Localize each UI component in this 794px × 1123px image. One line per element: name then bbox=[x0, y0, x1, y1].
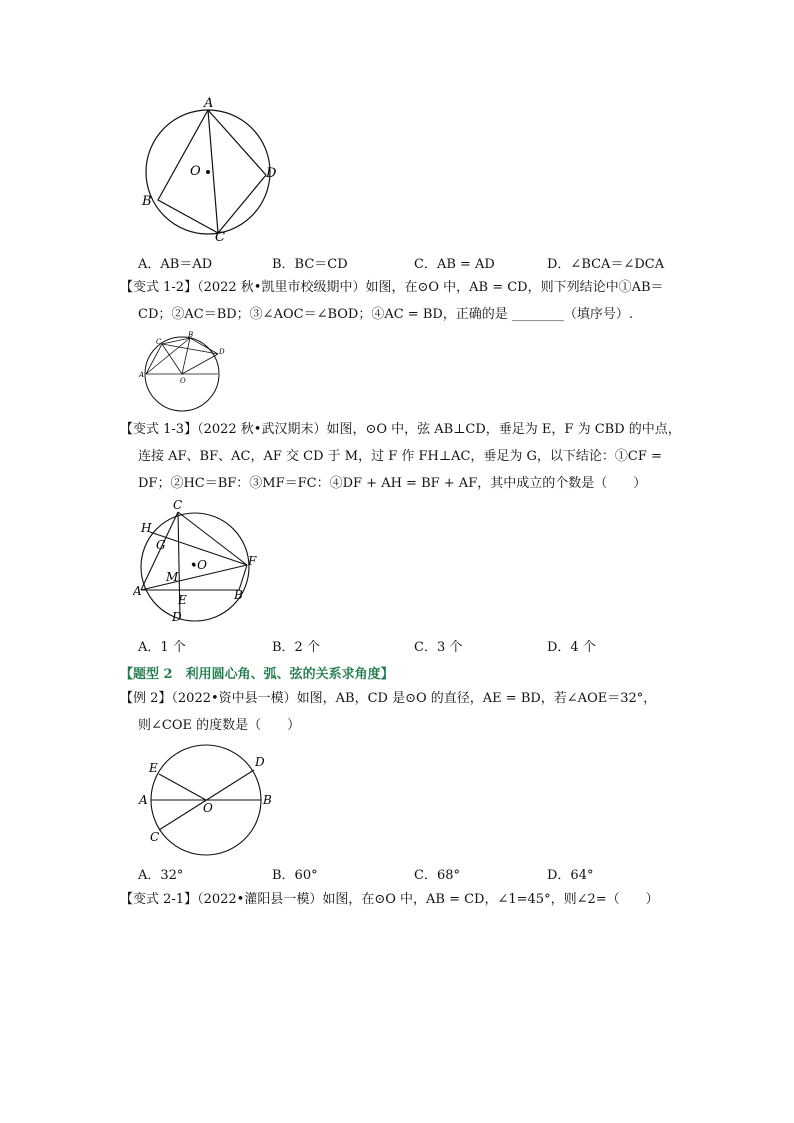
figure-circle-diameters bbox=[133, 744, 283, 856]
ex2-line1: 【例 2】（2022•资中县一模）如图，AB，CD 是⊙O 的直径，AE = BD，若∠AOE＝32°， bbox=[120, 691, 657, 706]
q1-option-a: A．AB＝AD bbox=[138, 257, 213, 272]
fig3-label-m: M bbox=[166, 570, 179, 584]
q1-option-b: B．BC＝CD bbox=[272, 257, 348, 272]
fig1-label-a: A bbox=[204, 96, 214, 111]
figure-small-circle bbox=[138, 330, 228, 415]
fig3-label-c: C bbox=[173, 498, 183, 512]
fig2-label-c: C bbox=[156, 338, 162, 346]
q3-option-b: B．2 个 bbox=[272, 640, 320, 655]
section-heading-topic-2: 【题型 2 利用圆心角、弧、弦的关系求角度】 bbox=[120, 667, 394, 682]
figure-circle-abcd bbox=[130, 95, 290, 245]
fig2-label-a: A bbox=[139, 371, 145, 379]
ex2-line2: 则∠COE 的度数是（ ） bbox=[138, 718, 301, 733]
fig1-label-c: C bbox=[215, 230, 225, 245]
fig4-label-d: D bbox=[255, 755, 265, 769]
figure-circle-af bbox=[133, 497, 268, 625]
fig1-label-o: O bbox=[190, 164, 201, 179]
fig2-label-o: O bbox=[180, 377, 186, 385]
v13-line1: 【变式 1-3】（2022 秋•武汉期末）如图，⊙O 中，弦 AB⊥CD，垂足为 E，F 为 CBD 的中点， bbox=[120, 422, 681, 437]
fig2-label-d: D bbox=[219, 348, 225, 356]
fig4-label-b: B bbox=[263, 793, 272, 807]
q4-option-b: B．60° bbox=[272, 868, 318, 883]
fig3-label-a: A bbox=[133, 584, 142, 598]
v21-line1: 【变式 2-1】（2022•灌阳县一模）如图，在⊙O 中，AB = CD，∠1=45°，则∠2=（ ） bbox=[120, 892, 659, 907]
q1-option-d: D．∠BCA＝∠DCA bbox=[547, 257, 665, 272]
fig1-label-d: D bbox=[266, 166, 277, 181]
fig3-label-b: B bbox=[234, 588, 243, 602]
fig3-label-e: E bbox=[178, 593, 187, 607]
q3-option-c: C．3 个 bbox=[414, 640, 463, 655]
q1-option-c: C．AB = AD bbox=[414, 257, 495, 272]
fig4-label-c: C bbox=[150, 830, 160, 844]
q4-option-a: A．32° bbox=[138, 868, 184, 883]
fig3-label-g: G bbox=[156, 538, 166, 552]
q4-option-d: D．64° bbox=[547, 868, 594, 883]
q3-option-a: A．1 个 bbox=[138, 640, 186, 655]
v12-line1: 【变式 1-2】（2022 秋•凯里市校级期中）如图，在⊙O 中，AB = CD，则下列结论中①AB＝ bbox=[120, 280, 664, 295]
v13-line3: DF；②HC＝BF：③MF＝FC：④DF + AH = BF + AF，其中成立的个数是（ ） bbox=[138, 476, 647, 491]
fig1-label-b: B bbox=[142, 194, 152, 209]
v12-line2: CD；②AC＝BD；③∠AOC＝∠BOD；④AC = BD，正确的是 ________（填序号）. bbox=[138, 307, 634, 322]
fig3-label-d: D bbox=[172, 610, 182, 624]
fig4-label-a: A bbox=[139, 793, 148, 807]
v13-line2: 连接 AF、BF、AC，AF 交 CD 于 M，过 F 作 FH⊥AC，垂足为 G，以下结论：①CF = bbox=[138, 449, 662, 464]
fig2-label-b: B bbox=[188, 331, 194, 339]
fig4-label-e: E bbox=[149, 761, 158, 775]
q4-option-c: C．68° bbox=[414, 868, 460, 883]
q3-option-d: D．4 个 bbox=[547, 640, 596, 655]
fig3-label-h: H bbox=[141, 521, 152, 535]
fig3-label-f: F bbox=[248, 554, 257, 568]
fig4-label-o: O bbox=[203, 801, 213, 815]
fig3-label-o: •O bbox=[190, 558, 207, 572]
